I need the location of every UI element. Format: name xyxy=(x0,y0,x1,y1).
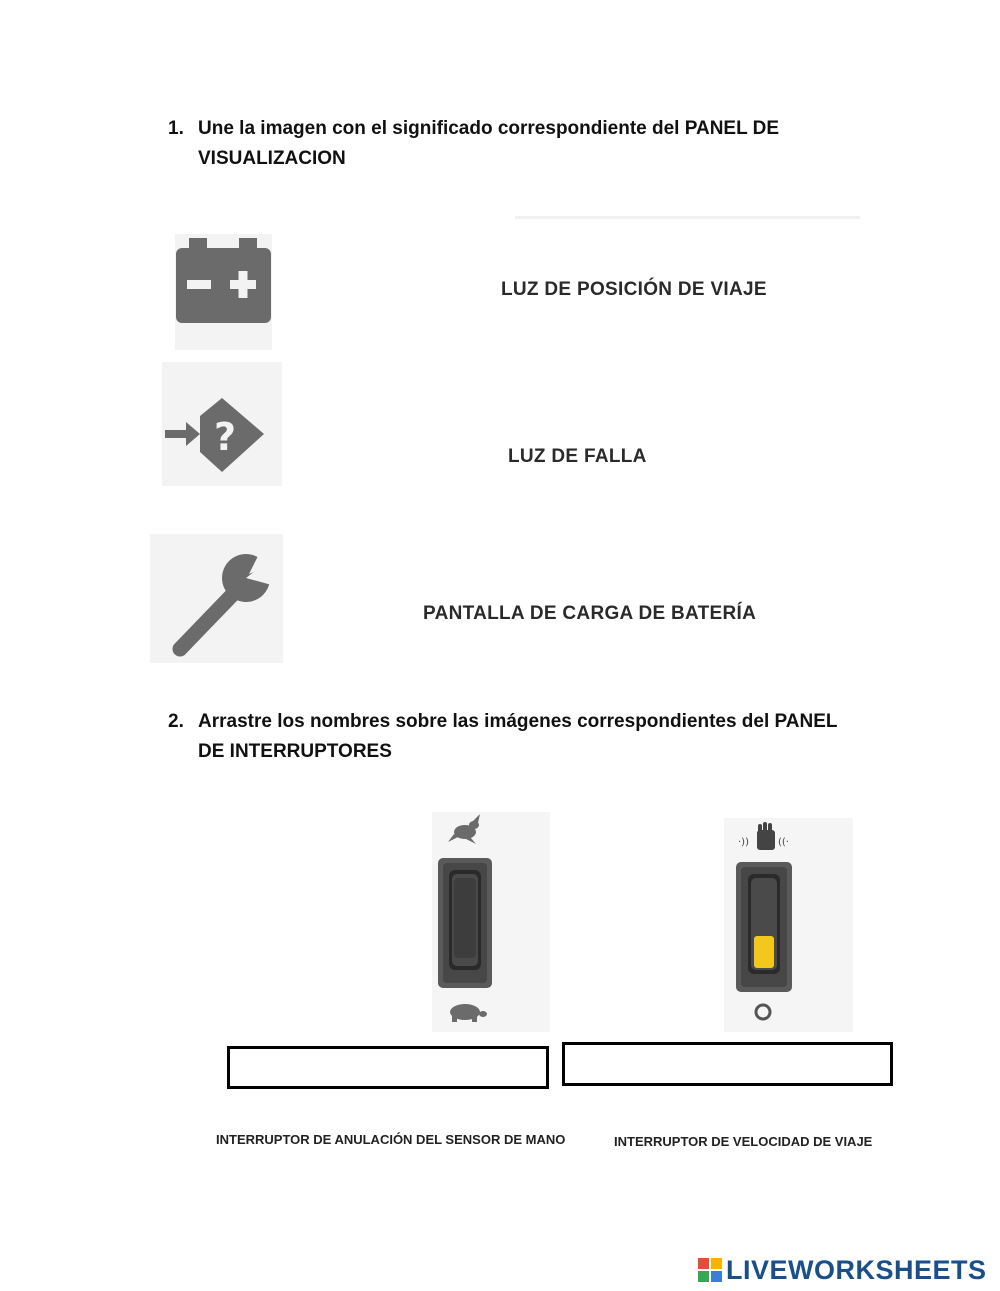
question-2 xyxy=(168,707,868,769)
battery-icon-graphic xyxy=(175,234,272,350)
label-fault-light[interactable]: LUZ DE FALLA xyxy=(508,446,647,467)
wrench-icon[interactable] xyxy=(150,534,283,663)
hand-sensor-switch-graphic xyxy=(724,818,853,1032)
svg-text:((·: ((· xyxy=(778,837,789,848)
fault-diamond-icon-graphic xyxy=(162,362,282,486)
liveworksheets-logo xyxy=(698,1252,987,1288)
speed-switch-graphic xyxy=(432,812,550,1032)
hand-sensor-switch-image xyxy=(724,818,853,1032)
question-1-number: 1. xyxy=(168,118,184,139)
rabbit-icon xyxy=(448,814,480,844)
logo-text: LIVEWORKSHEETS xyxy=(726,1254,987,1285)
fault-diamond-icon[interactable] xyxy=(162,362,282,486)
question-2-number: 2. xyxy=(168,711,184,732)
option-hand-sensor-override[interactable]: INTERRUPTOR DE ANULACIÓN DEL SENSOR DE MANO xyxy=(216,1132,566,1147)
question-2-text: Arrastre los nombres sobre las imágenes correspondientes del PANEL DE INTERRUPTORES xyxy=(198,711,838,762)
label-battery-charge-display[interactable]: PANTALLA DE CARGA DE BATERÍA xyxy=(423,603,757,624)
label-travel-position-light[interactable]: LUZ DE POSICIÓN DE VIAJE xyxy=(501,279,767,300)
faint-line xyxy=(515,216,860,219)
drop-box-1[interactable] xyxy=(227,1046,549,1089)
drop-box-2[interactable] xyxy=(562,1042,893,1086)
speed-switch-image xyxy=(432,812,550,1032)
svg-text:·)): ·)) xyxy=(738,837,749,848)
battery-icon[interactable] xyxy=(175,234,272,350)
logo-blocks xyxy=(698,1258,722,1282)
turtle-icon xyxy=(450,1004,487,1022)
question-1 xyxy=(168,114,868,176)
hand-wave-icon xyxy=(738,822,789,850)
question-1-text: Une la imagen con el significado correspondiente del PANEL DE VISUALIZACION xyxy=(198,118,780,169)
svg-text:?: ? xyxy=(213,415,237,459)
wrench-icon-graphic xyxy=(150,534,283,663)
option-travel-speed[interactable]: INTERRUPTOR DE VELOCIDAD DE VIAJE xyxy=(614,1134,873,1149)
